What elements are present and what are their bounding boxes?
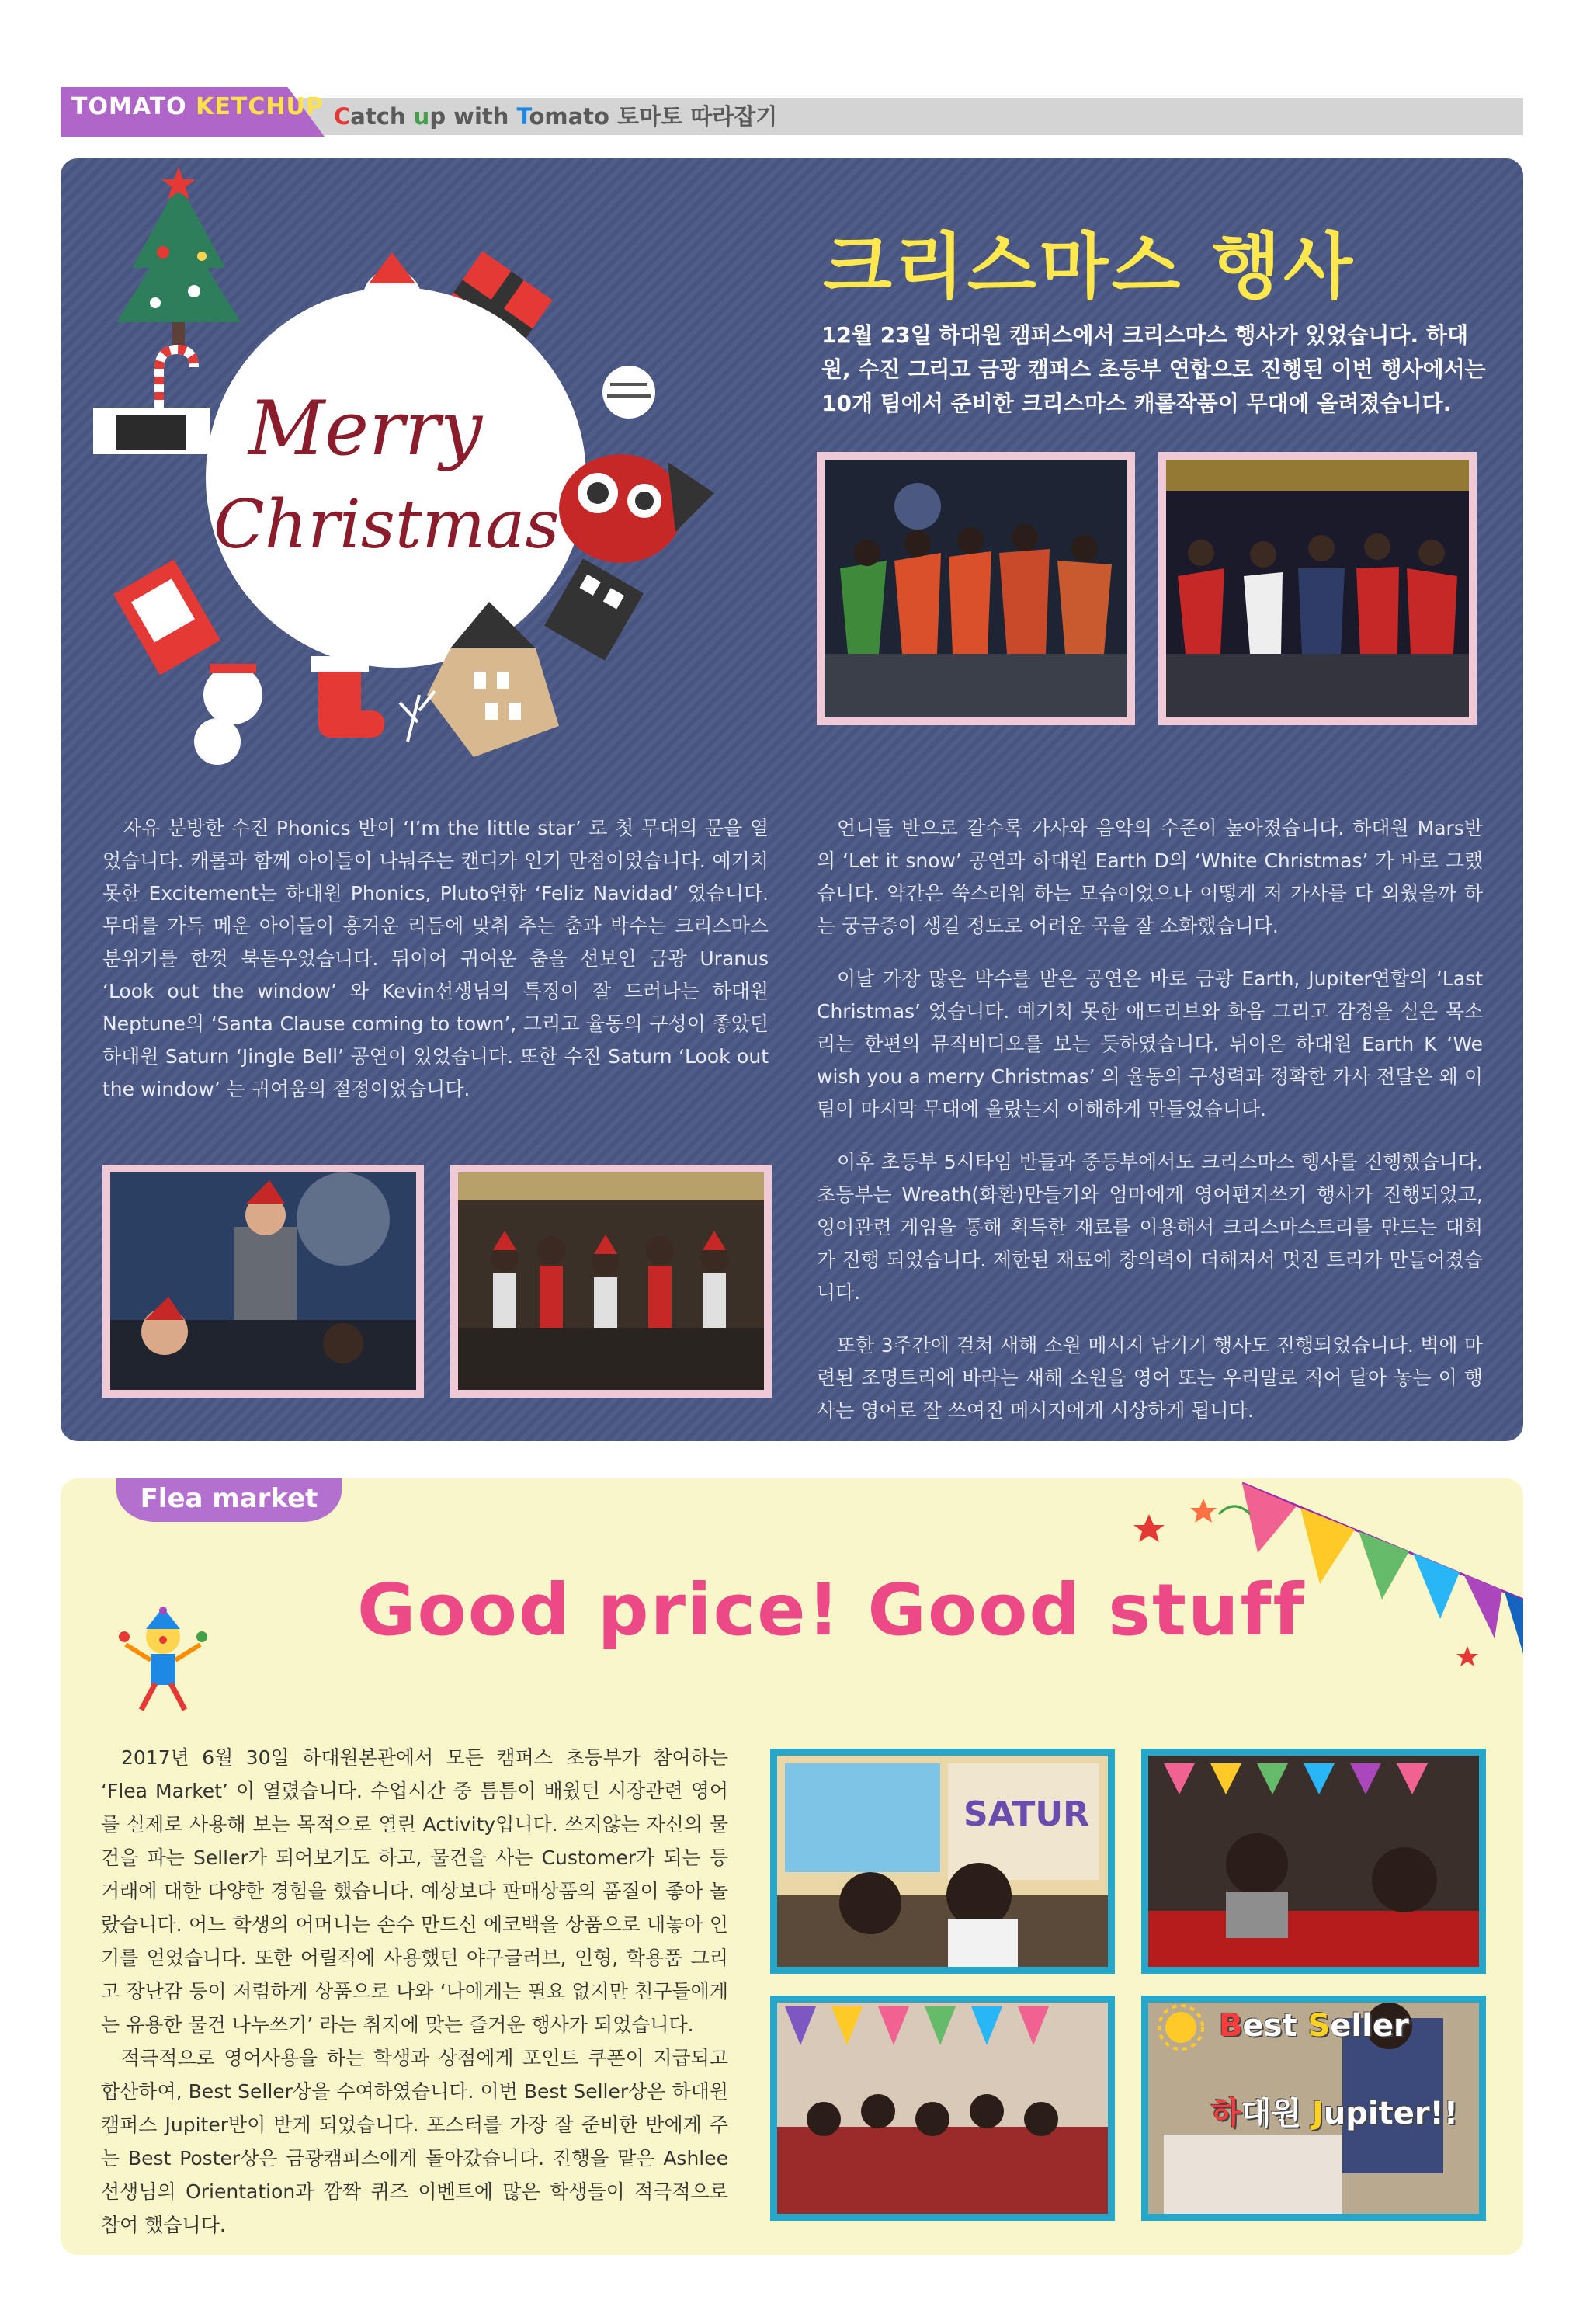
photo-santa-dancer [102,1165,424,1398]
title-part: p with [429,103,517,130]
christmas-title: 크리스마스 행사 [823,225,1356,308]
brand-word-tomato: TOMATO [71,93,196,120]
christmas-left-column [102,812,769,1126]
striped-ball-icon [602,366,655,419]
brand-logo [71,93,324,120]
photo-group-dance [450,1165,772,1398]
title-part: omato [529,103,609,130]
caption-letter: J [1311,2096,1324,2131]
caption-letter: S [1307,2008,1331,2044]
christmas-right-column [817,812,1483,1447]
paragraph: 이후 초등부 5시타임 반들과 중등부에서도 크리스마스 행사를 진행했습니다. 초등부는 Wreath(화환)만들기와 엄마에게 영어편지쓰기 행사가 진행되었고, 영어관련 게임을 통해 획득한 재료를 이용해서 크리스마스트리를 만드는 대회가 진행 되었습니다. 제한된 재료에 창의력이 더해져서 멋진 트리가 만들어졌습니다. [817,1151,1483,1304]
christmas-intro: 12월 23일 하대원 캠퍼스에서 크리스마스 행사가 있었습니다. 하대원, 수진 그리고 금광 캠퍼스 초등부 연합으로 진행된 이번 행사에서는 10개 팀에서 준비한 크리스마스 캐롤작품이 무대에 올려졌습니다. [821,322,1486,416]
paragraph: 적극적으로 영어사용을 하는 학생과 상점에게 포인트 쿠폰이 지급되고 합산하여, Best Seller상을 수여하였습니다. 이번 Best Seller상은 하대원 캠퍼스 Jupiter반이 받게 되었습니다. 포스터를 가장 잘 준비한 반에게 주는 Best Poster상은 금광캠퍼스에게 돌아갔습니다. 진행을 맡은 Ashlee선생님의 Orientation과 깜짝 퀴즈 이벤트에 많은 학생들이 적극적으로 참여 했습니다. [101,2047,728,2236]
paragraph: 이날 가장 많은 박수를 받은 공연은 바로 금광 Earth, Jupiter연합의 ‘Last Christmas’ 였습니다. 예기치 못한 애드리브와 화음 그리고 감정을 실은 목소리는 한편의 뮤직비디오를 보는 듯하였습니다. 뒤이은 하대원 Earth K ‘We wish you a merry Christmas’ 의 율동의 구성력과 정확한 가사 전달은 왜 이 팀이 마지막 무대에 올랐는지 이해하게 만들었습니다. [817,967,1483,1120]
flea-market-title: Good price! Good stuff [357,1568,1306,1652]
caption-letter: 하 [1211,2096,1241,2131]
poster-sign-text: SATUR [963,1794,1089,1834]
christmas-tree-icon [116,167,241,346]
merry-christmas-illustration [85,167,722,788]
owl-icon [559,454,714,563]
paragraph: 자유 분방한 수진 Phonics 반이 ‘I’m the little star’ 로 첫 무대의 문을 열었습니다. 캐롤과 함께 아이들이 나눠주는 캔디가 인기 만점이었습니다. 예기치 못한 Excitement는 하대원 Phonics, Pluto연합 ‘Feliz Navidad’ 였습니다. 무대를 가득 메운 아이들이 흥겨운 리듬에 맞춰 추는 춤과 박수는 크리스마스 분위기를 한껏 북돋우었습니다. 뒤이어 귀여운 춤을 선보인 금광 Uranus ‘Look out the window’ 와 Kevin선생님의 특징이 잘 드러나는 하대원 Neptune의 ‘Santa Clause coming to town’, 그리고 율동의 구성이 좋았던 하대원 Saturn ‘Jingle Bell’ 공연이 있었습니다. 또한 수진 Saturn ‘Look out the window’ 는 귀여움의 절정이었습니다. [102,817,769,1100]
title-korean: 토마토 따라잡기 [609,103,778,130]
title-letter: u [413,103,430,130]
title-letter: C [334,103,351,130]
santa-sock-icon [311,656,384,738]
caption-part: eller [1330,2008,1409,2044]
photo-poster-wall [770,1749,1115,1974]
snowman-bottom-icon [194,664,262,765]
photo-green-costume-performance [817,452,1135,725]
section-title [334,99,777,131]
photo-crowded-hall [770,1996,1115,2221]
caption-part: upiter!! [1323,2096,1459,2131]
brand-word-ketchup: KETCHUP [196,93,324,120]
branch-icon [400,691,435,742]
clown-icon [115,1606,211,1714]
photo-seller-booth [1141,1749,1486,1974]
flea-market-label: Flea market [140,1483,318,1514]
caption-part: est [1242,2008,1308,2044]
santa-boot-icon [93,408,210,454]
paragraph: 2017년 6월 30일 하대원본관에서 모든 캠퍼스 초등부가 참여하는 ‘Flea Market’ 이 열렸습니다. 수업시간 중 틈틈이 배웠던 시장관련 영어를 실제로 사용해 보는 목적으로 열린 Activity입니다. 쓰지않는 자신의 물건을 파는 Seller가 되어보기도 하고, 물건을 사는 Customer가 되는 등 거래에 대한 다양한 경험을 했습니다. 예상보다 판매상품의 품질이 좋아 놀랐습니다. 어느 학생의 어머니는 손수 만드신 에코백을 상품으로 내놓아 인기를 얻었습니다. 또한 어릴적에 사용했던 야구글러브, 인형, 학용품 그리고 장난감 등이 저렴하게 상품으로 나와 ‘나에게는 필요 없지만 친구들에게는 유용한 물건 나누쓰기’ 라는 취지에 맞는 즐거운 행사가 되었습니다. [101,1746,728,2036]
christmas-text: Christmas [214,486,560,564]
paragraph: 또한 3주간에 걸쳐 새해 소원 메시지 남기기 행사도 진행되었습니다. 벽에 마련된 조명트리에 바라는 새해 소원을 영어 또는 우리말로 적어 달아 놓는 이 행사는 영어로 잘 쓰여진 메시지에게 시상하게 됩니다. [817,1334,1483,1422]
winner-caption [1211,2089,1458,2133]
phone-booth-icon [113,560,220,676]
paragraph: 언니들 반으로 갈수록 가사와 음악의 수준이 높아졌습니다. 하대원 Mars반의 ‘Let it snow’ 공연과 하대원 Earth D의 ‘White Christmas’ 가 바로 그랬습니다. 약간은 쑥스러워 하는 모습이었으나 어떻게 저 가사를 다 외웠을까 하는 궁금증이 생길 정도로 어려운 곡을 잘 소화했습니다. [817,817,1483,937]
best-seller-caption [1219,2008,1409,2044]
title-part: atch [350,103,414,130]
caption-part: 대원 [1241,2096,1312,2131]
flea-market-text [101,1741,728,2242]
merry-text: Merry [248,385,483,472]
caption-letter: B [1219,2008,1243,2044]
photo-reindeer-singers [1158,452,1477,725]
title-letter: T [516,103,529,130]
